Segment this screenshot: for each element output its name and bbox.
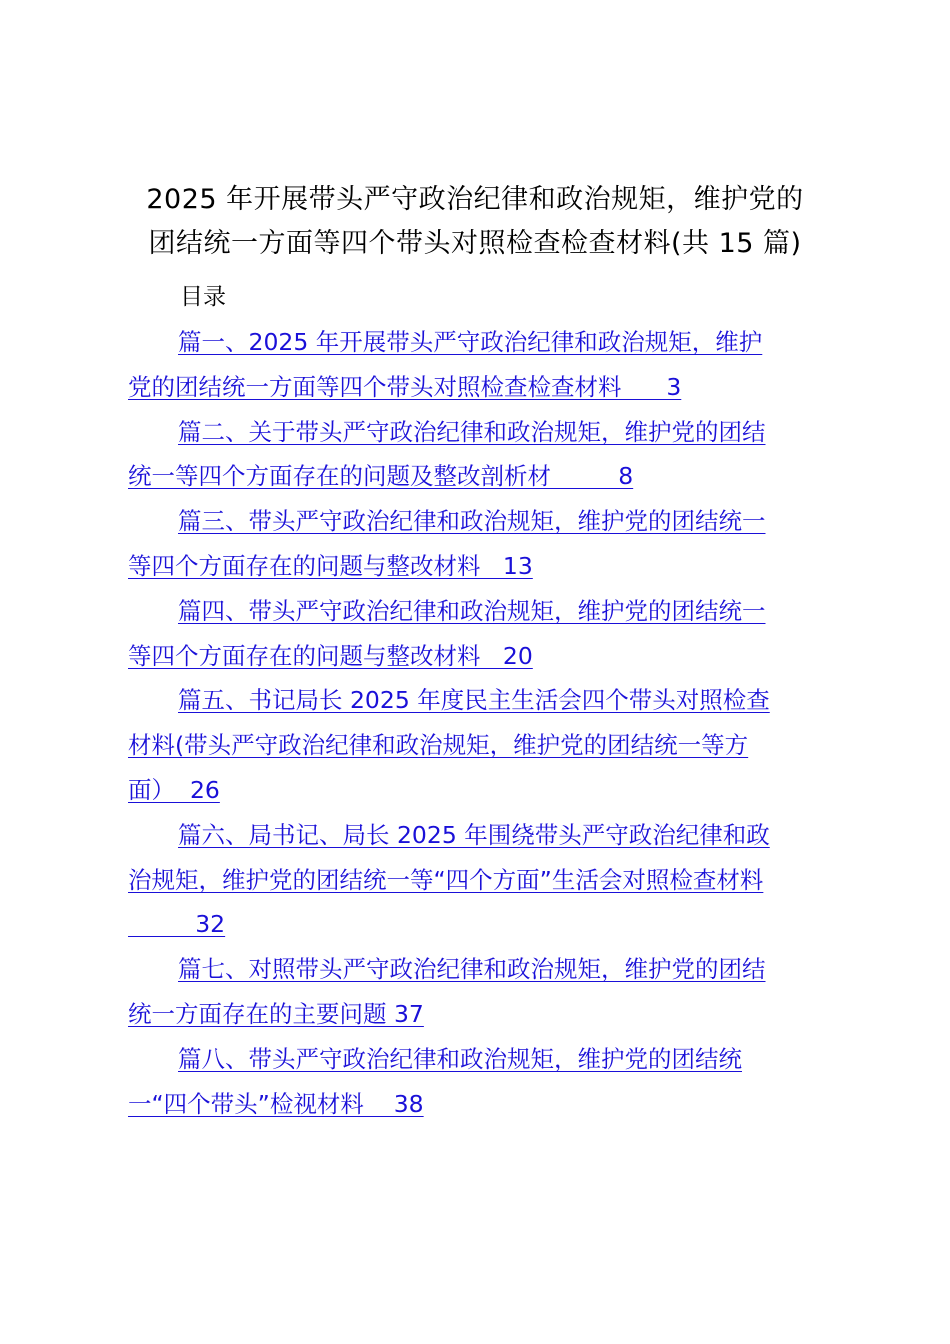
toc-link-text[interactable]: 面） 26 <box>128 775 220 804</box>
toc-link-text[interactable]: 篇七、对照带头严守政治纪律和政治规矩，维护党的团结 <box>178 955 766 984</box>
toc-link-text[interactable]: 等四个方面存在的问题与整改材料 20 <box>128 641 533 670</box>
toc-link-text[interactable]: 篇四、带头严守政治纪律和政治规矩，维护党的团结统一 <box>178 596 766 625</box>
toc-entry-line[interactable] <box>128 678 828 723</box>
toc-link-text[interactable]: 32 <box>128 910 226 939</box>
toc-entry-line[interactable] <box>128 723 828 768</box>
toc-entry-line[interactable] <box>128 902 828 947</box>
toc-entry-6[interactable] <box>128 813 828 947</box>
document-title <box>120 178 830 266</box>
toc-link-text[interactable]: 党的团结统一方面等四个带头对照检查检查材料 3 <box>128 372 682 401</box>
toc-entry-line[interactable] <box>128 410 828 455</box>
toc-entry-line[interactable] <box>128 1082 828 1127</box>
toc-entry-line[interactable] <box>128 813 828 858</box>
toc-link-text[interactable]: 统一方面存在的主要问题 37 <box>128 999 424 1028</box>
toc-entry-line[interactable] <box>128 365 828 410</box>
toc-entry-line[interactable] <box>128 499 828 544</box>
title-line: 团结统一方面等四个带头对照检查检查材料(共 15 篇) <box>148 228 802 259</box>
toc-entry-4[interactable] <box>128 589 828 679</box>
toc-entry-8[interactable] <box>128 1037 828 1127</box>
toc-link-text[interactable]: 材料(带头严守政治纪律和政治规矩，维护党的团结统一等方 <box>128 731 749 760</box>
toc-entry-line[interactable] <box>128 589 828 634</box>
toc-entry-line[interactable] <box>128 544 828 589</box>
toc-entry-line[interactable] <box>128 858 828 903</box>
toc-entry-line[interactable] <box>128 634 828 679</box>
toc-heading: 目录 <box>180 284 226 310</box>
toc-link-text[interactable]: 篇二、关于带头严守政治纪律和政治规矩，维护党的团结 <box>178 417 766 446</box>
toc-entry-3[interactable] <box>128 499 828 589</box>
toc-link-text[interactable]: 篇五、书记局长 2025 年度民主生活会四个带头对照检查 <box>178 686 770 715</box>
toc-entry-2[interactable] <box>128 410 828 500</box>
toc-entry-line[interactable] <box>128 1037 828 1082</box>
toc-entry-line[interactable] <box>128 768 828 813</box>
toc-link-text[interactable]: 篇八、带头严守政治纪律和政治规矩，维护党的团结统 <box>178 1044 742 1073</box>
toc-entry-1[interactable] <box>128 320 828 410</box>
toc-link-text[interactable]: 篇六、局书记、局长 2025 年围绕带头严守政治纪律和政 <box>178 820 770 849</box>
toc-link-text[interactable]: 篇一、2025 年开展带头严守政治纪律和政治规矩，维护 <box>178 328 763 356</box>
toc-entry-5[interactable] <box>128 678 828 812</box>
table-of-contents <box>128 320 828 1126</box>
toc-entry-7[interactable] <box>128 947 828 1037</box>
toc-link-text[interactable]: 一“四个带头”检视材料 38 <box>128 1089 424 1118</box>
toc-entry-line[interactable] <box>128 454 828 499</box>
toc-link-text[interactable]: 统一等四个方面存在的问题及整改剖析材 8 <box>128 462 634 491</box>
title-line: 2025 年开展带头严守政治纪律和政治规矩，维护党的 <box>146 184 804 215</box>
toc-link-text[interactable]: 篇三、带头严守政治纪律和政治规矩，维护党的团结统一 <box>178 507 766 536</box>
toc-link-text[interactable]: 等四个方面存在的问题与整改材料 13 <box>128 551 533 580</box>
toc-entry-line[interactable] <box>128 992 828 1037</box>
toc-entry-line[interactable] <box>128 320 828 365</box>
toc-link-text[interactable]: 治规矩，维护党的团结统一等“四个方面”生活会对照检查材料 <box>128 865 764 894</box>
toc-entry-line[interactable] <box>128 947 828 992</box>
